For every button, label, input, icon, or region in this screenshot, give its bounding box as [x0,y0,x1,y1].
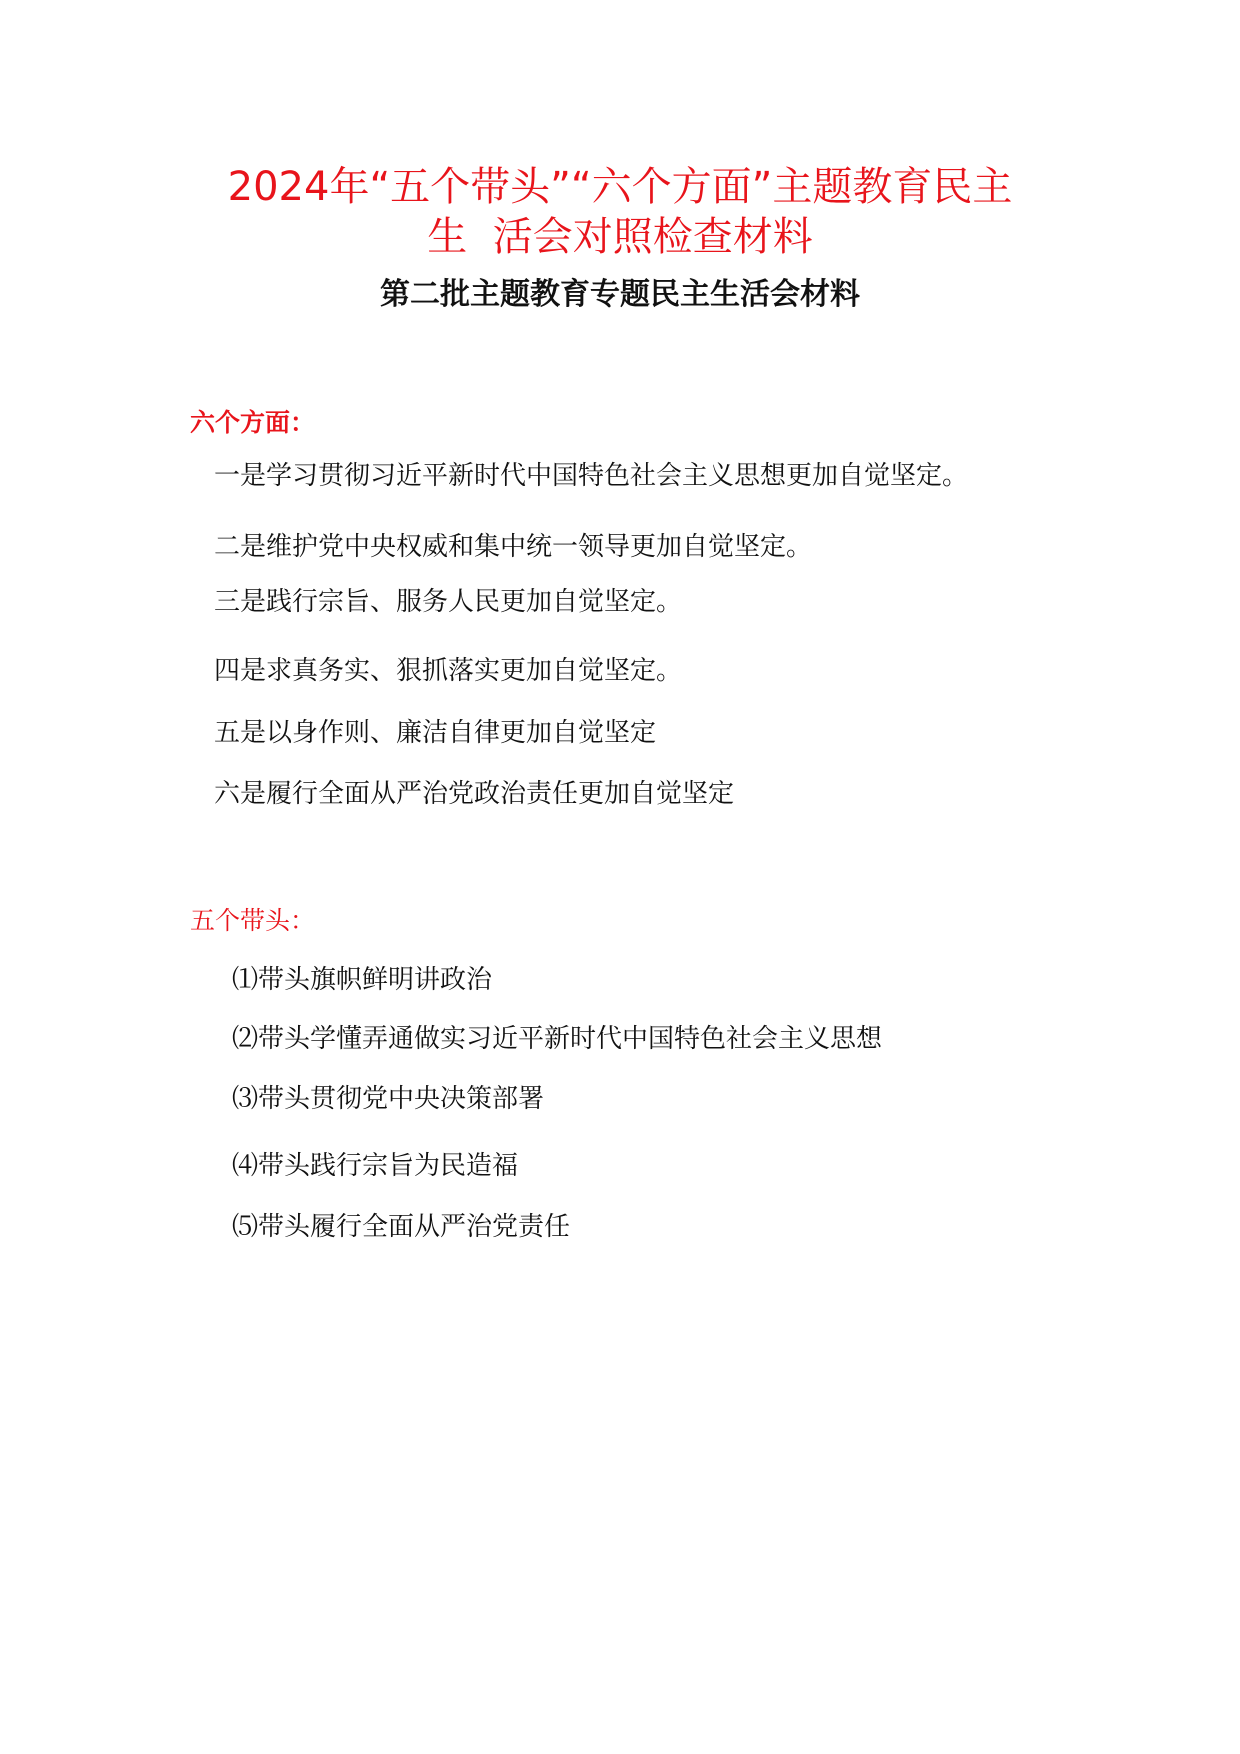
aspect-item-1: 一是学习贯彻习近平新时代中国特色社会主义思想更加自觉坚定。 [214,461,969,491]
aspect-item-4: 四是求真务实、狠抓落实更加自觉坚定。 [214,656,683,686]
document-title-line-2: 生 活会对照检查材料 [427,214,813,260]
aspect-item-6: 六是履行全面从严治党政治责任更加自觉坚定 [214,779,735,809]
five-leads-heading: 五个带头： [190,906,316,935]
document-subtitle: 第二批主题教育专题民主生活会材料 [380,277,860,312]
lead-item-2: ⑵带头学懂弄通做实习近平新时代中国特色社会主义思想 [232,1024,883,1054]
aspect-item-2: 二是维护党中央权威和集中统一领导更加自觉坚定。 [214,532,813,562]
aspect-item-5: 五是以身作则、廉洁自律更加自觉坚定 [214,718,657,748]
lead-item-1: ⑴带头旗帜鲜明讲政治 [232,965,493,995]
lead-item-4: ⑷带头践行宗旨为民造福 [232,1151,519,1181]
aspect-item-3: 三是践行宗旨、服务人民更加自觉坚定。 [214,587,683,617]
lead-item-5: ⑸带头履行全面从严治党责任 [232,1212,571,1242]
six-aspects-heading: 六个方面： [190,408,316,437]
lead-item-3: ⑶带头贯彻党中央决策部署 [232,1084,545,1114]
document-title-line-1: 2024年“五个带头”“六个方面”主题教育民主 [227,164,1013,210]
